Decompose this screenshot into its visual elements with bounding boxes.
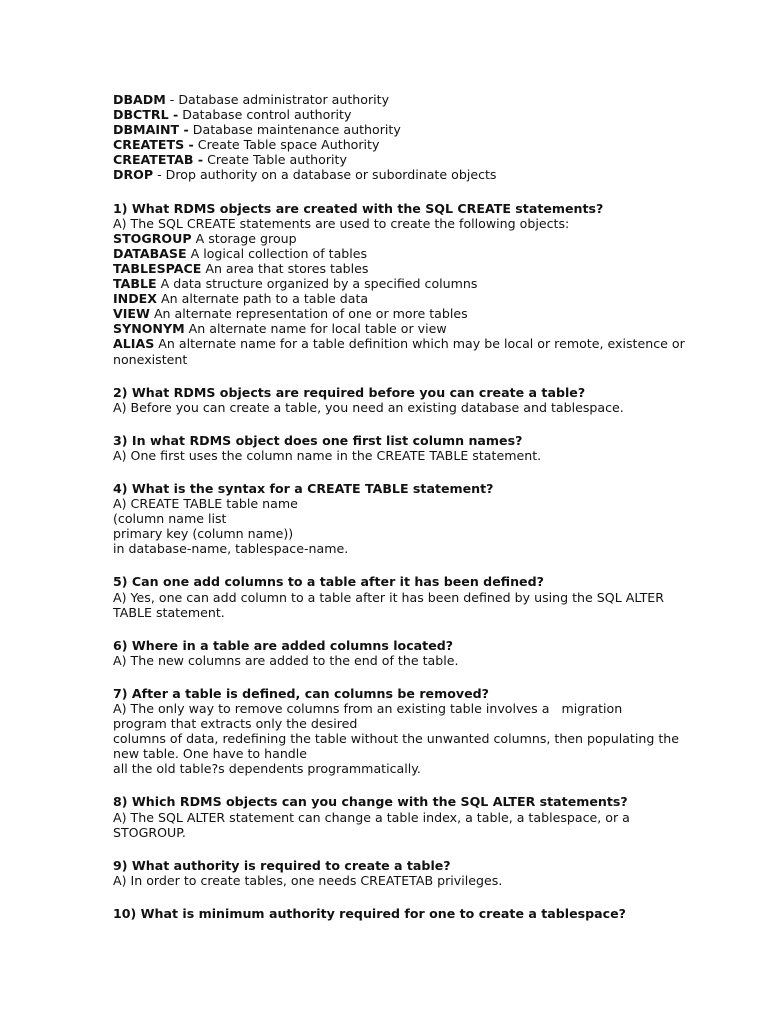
object-description: An alternate name for local table or view: [184, 321, 447, 337]
answer-text: A) Before you can create a table, you need an existing database and tablespace.: [113, 399, 624, 415]
qa-block-8: [113, 794, 693, 839]
question-heading: 6) Where in a table are added columns located?: [113, 637, 454, 653]
qa-block-9: [113, 858, 693, 888]
spacer: [113, 367, 693, 385]
answer-line: A) CREATE TABLE table name: [113, 496, 298, 512]
authority-item: [113, 152, 693, 167]
spacer: [113, 620, 693, 638]
qa-block-2: [113, 385, 693, 415]
authority-description: Create Table space Authority: [197, 137, 380, 153]
object-description: A data structure organized by a specified columns: [156, 276, 478, 292]
object-description: An alternate path to a table data: [157, 291, 369, 307]
authority-item: [113, 92, 693, 107]
answer-line: A) The SQL ALTER statement can change a table index, a table, a tablespace, or a: [113, 809, 630, 825]
question-heading: 2) What RDMS objects are required before you can create a table?: [113, 384, 586, 400]
object-description: A storage group: [191, 230, 297, 246]
answer-line: all the old table?s dependents programmatically.: [113, 761, 421, 777]
document-page: [113, 92, 693, 921]
object-item: [113, 306, 693, 321]
answer-line: in database-name, tablespace-name.: [113, 541, 349, 557]
authority-separator: -: [153, 167, 166, 183]
question-heading: 8) Which RDMS objects can you change with the SQL ALTER statements?: [113, 794, 628, 810]
answer-line: primary key (column name)): [113, 526, 294, 542]
question-heading: 1) What RDMS objects are created with the SQL CREATE statements?: [113, 200, 604, 216]
authority-separator: -: [165, 92, 179, 107]
question-heading: 9) What authority is required to create a table?: [113, 857, 451, 873]
question-heading: 10) What is minimum authority required for one to create a tablespace?: [113, 905, 626, 921]
qa-block-1: [113, 201, 693, 367]
question-heading: 3) In what RDMS object does one first list column names?: [113, 432, 523, 448]
authority-description: Create Table authority: [207, 152, 347, 168]
answer-line: (column name list: [113, 511, 227, 527]
question-heading: 7) After a table is defined, can columns be removed?: [113, 685, 489, 701]
qa-block-4: [113, 481, 693, 556]
question-heading: 5) Can one add columns to a table after it has been defined?: [113, 574, 544, 590]
answer-line: new table. One have to handle: [113, 746, 308, 762]
object-term: TABLE: [113, 276, 157, 292]
authority-item: [113, 167, 693, 182]
object-description: An alternate name for a table definition which may be local or remote, existence or nonexistent: [113, 336, 689, 367]
answer-line: STOGROUP.: [113, 824, 186, 840]
answer-line: TABLE statement.: [113, 604, 225, 620]
authority-term: DBCTRL -: [113, 107, 179, 123]
object-item: [113, 321, 693, 336]
authority-term: DBMAINT -: [113, 122, 189, 138]
authority-description: Drop authority on a database or subordinate objects: [165, 167, 497, 183]
answer-text: A) The SQL CREATE statements are used to create the following objects:: [113, 215, 570, 231]
authority-description: Database administrator authority: [178, 92, 390, 107]
question-heading: 4) What is the syntax for a CREATE TABLE statement?: [113, 480, 494, 496]
object-item: [113, 246, 693, 261]
object-term: ALIAS: [113, 336, 155, 352]
spacer: [113, 183, 693, 201]
object-description: An area that stores tables: [201, 260, 369, 276]
answer-line: columns of data, redefining the table without the unwanted columns, then populating the: [113, 731, 680, 747]
authority-description: Database control authority: [182, 107, 352, 123]
authority-term: DROP: [113, 167, 154, 183]
object-item: [113, 261, 693, 276]
object-description: An alternate representation of one or more tables: [149, 306, 468, 322]
qa-block-5: [113, 574, 693, 619]
spacer: [113, 888, 693, 906]
authority-item: [113, 107, 693, 122]
answer-text: A) The new columns are added to the end of the table.: [113, 652, 459, 668]
object-item: [113, 291, 693, 306]
object-term: TABLESPACE: [113, 260, 202, 276]
answer-text: A) One first uses the column name in the CREATE TABLE statement.: [113, 447, 542, 463]
spacer: [113, 415, 693, 433]
authority-list: [113, 92, 693, 183]
object-term: INDEX: [113, 291, 157, 307]
answer-line: program that extracts only the desired: [113, 716, 358, 732]
authority-item: [113, 122, 693, 137]
object-item: [113, 276, 693, 291]
qa-block-3: [113, 433, 693, 463]
authority-description: Database maintenance authority: [192, 122, 401, 138]
answer-text: A) In order to create tables, one needs CREATETAB privileges.: [113, 872, 503, 888]
object-term: VIEW: [113, 306, 150, 322]
object-term: SYNONYM: [113, 321, 185, 337]
qa-block-6: [113, 638, 693, 668]
object-description: A logical collection of tables: [186, 245, 368, 261]
qa-block-7: [113, 686, 693, 777]
answer-line: A) Yes, one can add column to a table after it has been defined by using the SQL ALTER: [113, 589, 665, 605]
spacer: [113, 668, 693, 686]
spacer: [113, 463, 693, 481]
authority-term: CREATETS -: [113, 137, 194, 153]
spacer: [113, 840, 693, 858]
object-term: STOGROUP: [113, 230, 192, 246]
authority-term: DBADM: [113, 92, 166, 107]
qa-block-10: [113, 906, 693, 921]
object-item: [113, 336, 693, 366]
spacer: [113, 776, 693, 794]
spacer: [113, 556, 693, 574]
authority-term: CREATETAB -: [113, 152, 204, 168]
answer-line: A) The only way to remove columns from an existing table involves a migration: [113, 701, 623, 716]
object-item: [113, 231, 693, 246]
object-term: DATABASE: [113, 245, 187, 261]
authority-item: [113, 137, 693, 152]
